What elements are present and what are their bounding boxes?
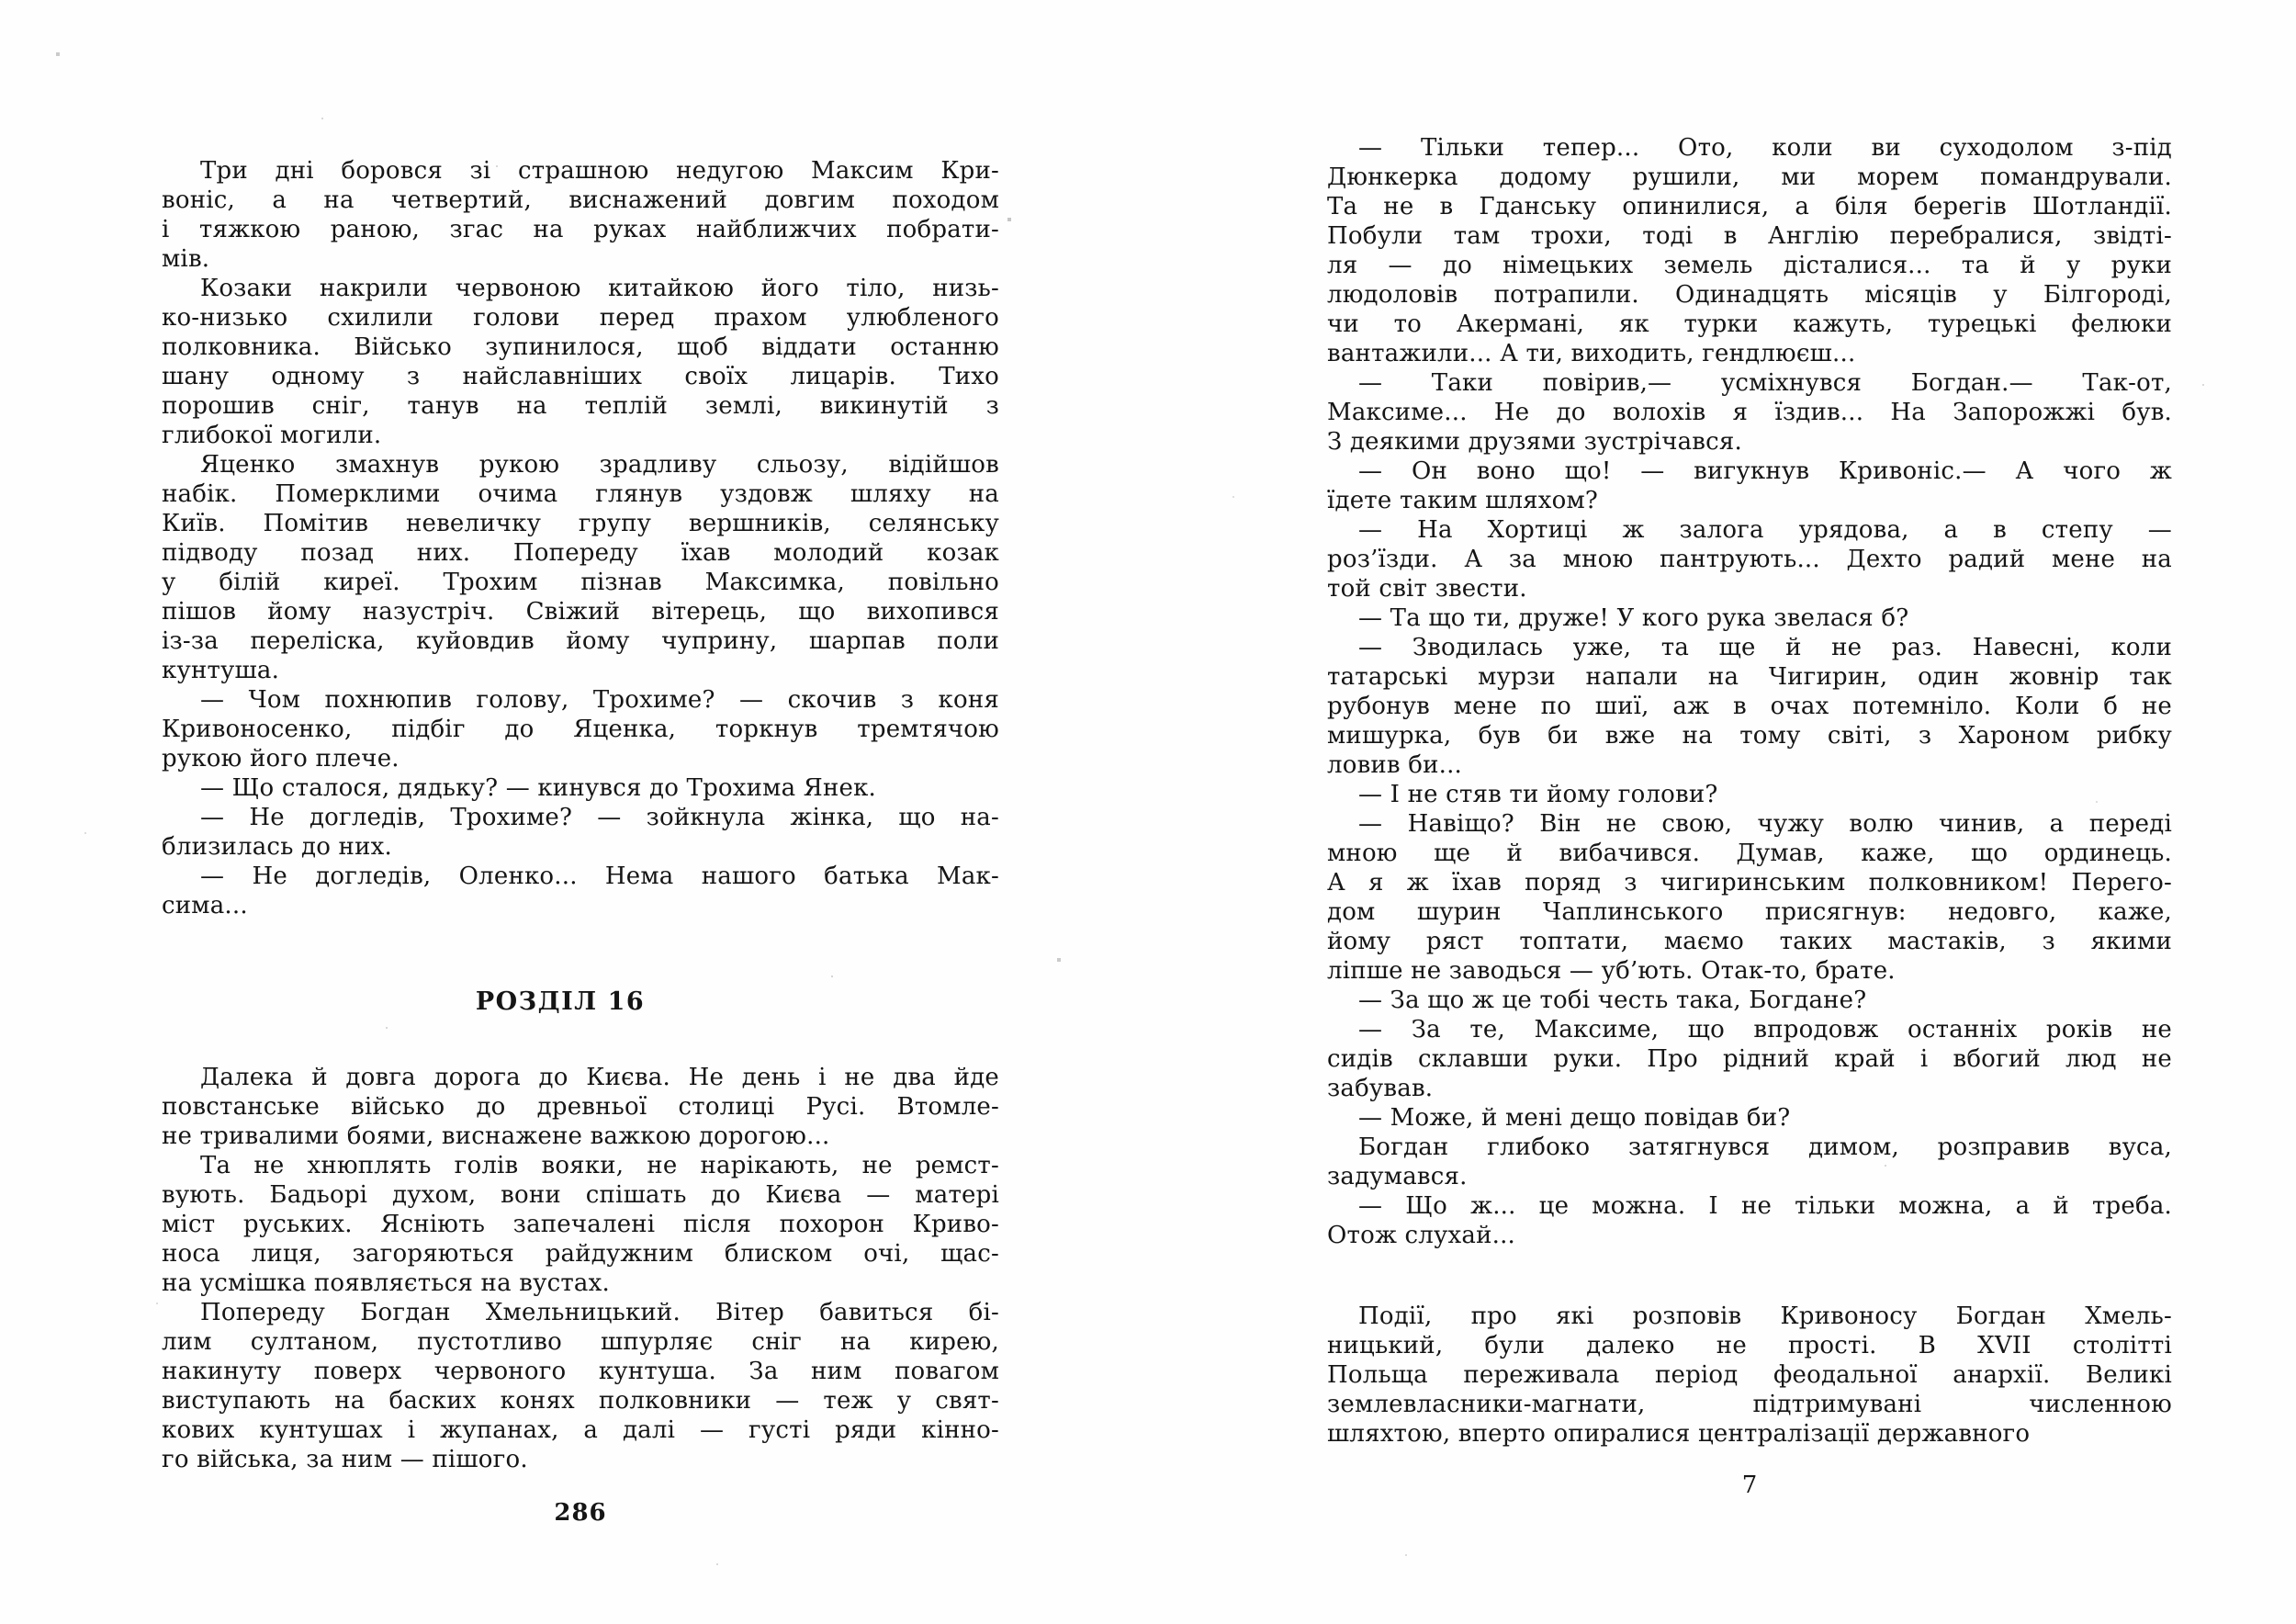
- text-line: той світ звести.: [1327, 575, 1527, 603]
- paragraph: [162, 1063, 999, 1151]
- text-line: лим султаном, пустотливо шпурляє сніг на кирею,: [162, 1328, 999, 1356]
- text-line: го війська, за ним — пішого.: [162, 1446, 528, 1473]
- paragraph: [162, 156, 999, 274]
- page-number: 286: [554, 1499, 607, 1527]
- text-line: рукою його плече.: [162, 745, 400, 773]
- chapter-heading: РОЗДІЛ 16: [475, 987, 646, 1016]
- text-line: Попереду Богдан Хмельницький. Вітер бавиться бі-: [200, 1299, 999, 1326]
- text-line: накинуту поверх червоного кунтуша. За ним повагом: [162, 1358, 999, 1385]
- paragraph: [1327, 1133, 2172, 1191]
- left-page: [162, 156, 999, 1527]
- text-line: у білій киреї. Трохим пізнав Максимка, повільно: [162, 569, 999, 596]
- text-line: підводу позад них. Попереду їхав молодий козак: [162, 539, 999, 567]
- text-line: рубонув мене по шиї, аж в очах потемніло. Коли б не: [1327, 693, 2172, 720]
- text-line: Побули там трохи, тоді в Англію перебралися, звідті-: [1327, 222, 2172, 250]
- text-line: полковника. Військо зупинилося, щоб віддати останню: [162, 333, 999, 361]
- paragraph: [1327, 515, 2172, 603]
- text-line: Дюнкерка додому рушили, ми морем помандрували.: [1327, 164, 2172, 191]
- text-line: — На Хортиці ж залога урядова, а в степу —: [1358, 516, 2172, 544]
- text-line: людоловів потрапили. Одинадцять місяців у Білгороді,: [1327, 281, 2172, 309]
- text-line: Яценко змахнув рукою зрадливу сльозу, відійшов: [200, 451, 999, 479]
- text-line: — Он воно що! — вигукнув Кривоніс.— А чого ж: [1358, 457, 2172, 485]
- text-line: воніс, а на четвертий, виснажений довгим походом: [162, 186, 999, 214]
- text-line: ліпше не заводься — уб’ють. Отак-то, брате.: [1327, 957, 1896, 985]
- paragraph: [1327, 986, 2172, 1015]
- section-break: [1327, 1250, 2172, 1302]
- text-line: Далека й довга дорога до Києва. Не день і не два йде: [200, 1064, 999, 1091]
- text-line: шляхтою, вперто опиралися централізації державного: [1327, 1420, 2031, 1448]
- right-page-content: [1327, 133, 2172, 1449]
- text-line: кових кунтушах і жупанах, а далі — густі ряди кінно-: [162, 1416, 999, 1444]
- text-line: шану одному з найславніших своїх лицарів. Тихо: [162, 363, 999, 390]
- paragraph: [1327, 368, 2172, 457]
- text-line: — Що ж... це можна. І не тільки можна, а й треба.: [1358, 1192, 2172, 1220]
- paragraph: [1327, 1015, 2172, 1103]
- text-line: — Чом похнюпив голову, Трохиме? — скочив з коня: [200, 686, 999, 714]
- text-line: Три дні боровся зі страшною недугою Максим Кри-: [200, 157, 999, 185]
- paragraph: [1327, 1103, 2172, 1133]
- paragraph: [1327, 1302, 2172, 1449]
- text-line: Кривоносенко, підбіг до Яценка, торкнув тремтячою: [162, 716, 999, 743]
- text-line: йому ряст топтати, маємо таких мастаків, з якими: [1327, 928, 2172, 955]
- text-line: роз’їзди. А за мною пантрують... Дехто радий мене на: [1327, 546, 2172, 573]
- text-line: мною ще й вибачився. Думав, каже, що ординець.: [1327, 840, 2172, 867]
- paragraph: [1327, 809, 2172, 986]
- paragraph: [162, 685, 999, 773]
- text-line: Отож слухай...: [1327, 1222, 1515, 1249]
- right-page: [1327, 133, 2172, 1499]
- paragraph: [162, 773, 999, 803]
- text-line: — Не догледів, Трохиме? — зойкнула жінка, що на-: [200, 804, 999, 831]
- text-line: — Що сталося, дядьку? — кинувся до Трохима Янек.: [200, 774, 877, 802]
- paragraph: [1327, 133, 2172, 368]
- text-line: вантажили... А ти, виходить, гендлюєш...: [1327, 340, 1856, 367]
- text-line: — За те, Максиме, що впродовж останніх років не: [1358, 1016, 2172, 1043]
- text-line: задумався.: [1327, 1163, 1468, 1190]
- text-line: Польща переживала період феодальної анархії. Великі: [1327, 1361, 2172, 1389]
- text-line: ловив би...: [1327, 751, 1463, 779]
- text-line: вують. Бадьорі духом, вони спішать до Києва — матері: [162, 1181, 999, 1209]
- text-line: повстанське військо до древньої столиці Русі. Втомле-: [162, 1093, 999, 1121]
- text-line: не тривалими боями, виснажене важкою дорогою...: [162, 1122, 830, 1150]
- text-line: — Тільки тепер... Ото, коли ви суходолом з-під: [1358, 134, 2172, 162]
- text-line: чи то Акермані, як турки кажуть, турецькі фелюки: [1327, 310, 2172, 338]
- text-line: кунтуша.: [162, 657, 280, 684]
- text-line: ницький, були далеко не прості. В XVII столітті: [1327, 1332, 2172, 1359]
- paragraph: [162, 803, 999, 862]
- text-line: — Таки повірив,— усміхнувся Богдан.— Так-от,: [1358, 369, 2172, 397]
- text-line: — Не догледів, Оленко... Нема нашого батька Мак-: [200, 863, 999, 890]
- text-line: мів.: [162, 245, 210, 273]
- text-line: Козаки накрили червоною китайкою його тіло, низь-: [200, 275, 999, 302]
- text-line: порошив сніг, танув на теплій землі, викинутій з: [162, 392, 999, 420]
- text-line: — Зводилась уже, та ще й не раз. Навесні, коли: [1358, 634, 2172, 661]
- paragraph: [1327, 1191, 2172, 1250]
- text-line: Богдан глибоко затягнувся димом, розправив вуса,: [1358, 1133, 2172, 1161]
- paragraph: [1327, 633, 2172, 780]
- paragraph: [1327, 780, 2172, 809]
- text-line: — За що ж це тобі честь така, Богдане?: [1358, 987, 1867, 1014]
- text-line: міст руських. Ясніють запечалені після похорон Криво-: [162, 1211, 999, 1238]
- text-line: Та не в Гданську опинилися, а біля берегів Шотландії.: [1327, 193, 2172, 220]
- text-line: Київ. Помітив невеличку групу вершників, селянську: [162, 510, 999, 537]
- text-line: сидів склавши руки. Про рідний край і вбогий люд не: [1327, 1045, 2172, 1073]
- paragraph: [162, 1151, 999, 1298]
- paragraph: [162, 1298, 999, 1474]
- text-line: — Навіщо? Він не свою, чужу волю чинив, а переді: [1358, 810, 2172, 838]
- text-line: і тяжкою раною, згас на руках найближчих побрати-: [162, 216, 999, 243]
- text-line: З деякими друзями зустрічався.: [1327, 428, 1742, 456]
- paragraph: [162, 862, 999, 920]
- paragraph: [162, 450, 999, 685]
- text-line: — Та що ти, друже! У кого рука звелася б?: [1358, 604, 1909, 632]
- text-line: на усмішка появляється на вустах.: [162, 1269, 610, 1297]
- text-line: близилась до них.: [162, 833, 392, 861]
- page-number: 7: [1741, 1472, 1758, 1499]
- text-line: набік. Померклими очима глянув уздовж шляху на: [162, 480, 999, 508]
- text-line: — Може, й мені дещо повідав би?: [1358, 1104, 1791, 1132]
- text-line: Максиме... Не до волохів я їздив... На Запорожжі був.: [1327, 399, 2172, 426]
- text-line: ко-низько схилили голови перед прахом улюбленого: [162, 304, 999, 332]
- text-line: пішов йому назустріч. Свіжий вітерець, що вихопився: [162, 598, 999, 626]
- text-line: із-за переліска, куйовдив йому чуприну, шарпав поли: [162, 627, 999, 655]
- paragraph: [1327, 603, 2172, 633]
- text-line: носа лиця, загоряються райдужним блиском очі, щас-: [162, 1240, 999, 1268]
- text-line: А я ж їхав поряд з чигиринським полковником! Перего-: [1327, 869, 2172, 897]
- text-line: виступають на баских конях полковники — теж у свят-: [162, 1387, 999, 1415]
- left-page-content: [162, 156, 999, 1474]
- text-line: Та не хнюплять голів вояки, не нарікають, не ремст-: [200, 1152, 999, 1179]
- text-line: забував.: [1327, 1075, 1434, 1102]
- text-line: дом шурин Чаплинського присягнув: недовго, каже,: [1327, 898, 2172, 926]
- text-line: ля — до німецьких земель дісталися... та й у руки: [1327, 252, 2172, 279]
- text-line: землевласники-магнати, підтримувані численною: [1327, 1391, 2172, 1418]
- text-line: — І не стяв ти йому голови?: [1358, 781, 1718, 808]
- paragraph: [162, 274, 999, 450]
- text-line: сима...: [162, 892, 248, 919]
- text-line: мишурка, був би вже на тому світі, з Хароном рибку: [1327, 722, 2172, 750]
- text-line: татарські мурзи напали на Чигирин, один жовнір так: [1327, 663, 2172, 691]
- paragraph: [1327, 457, 2172, 515]
- text-line: глибокої могили.: [162, 422, 382, 449]
- text-line: Події, про які розповів Кривоносу Богдан Хмель-: [1358, 1303, 2172, 1330]
- scan-noise-specks: [0, 0, 2, 2]
- text-line: їдете таким шляхом?: [1327, 487, 1599, 514]
